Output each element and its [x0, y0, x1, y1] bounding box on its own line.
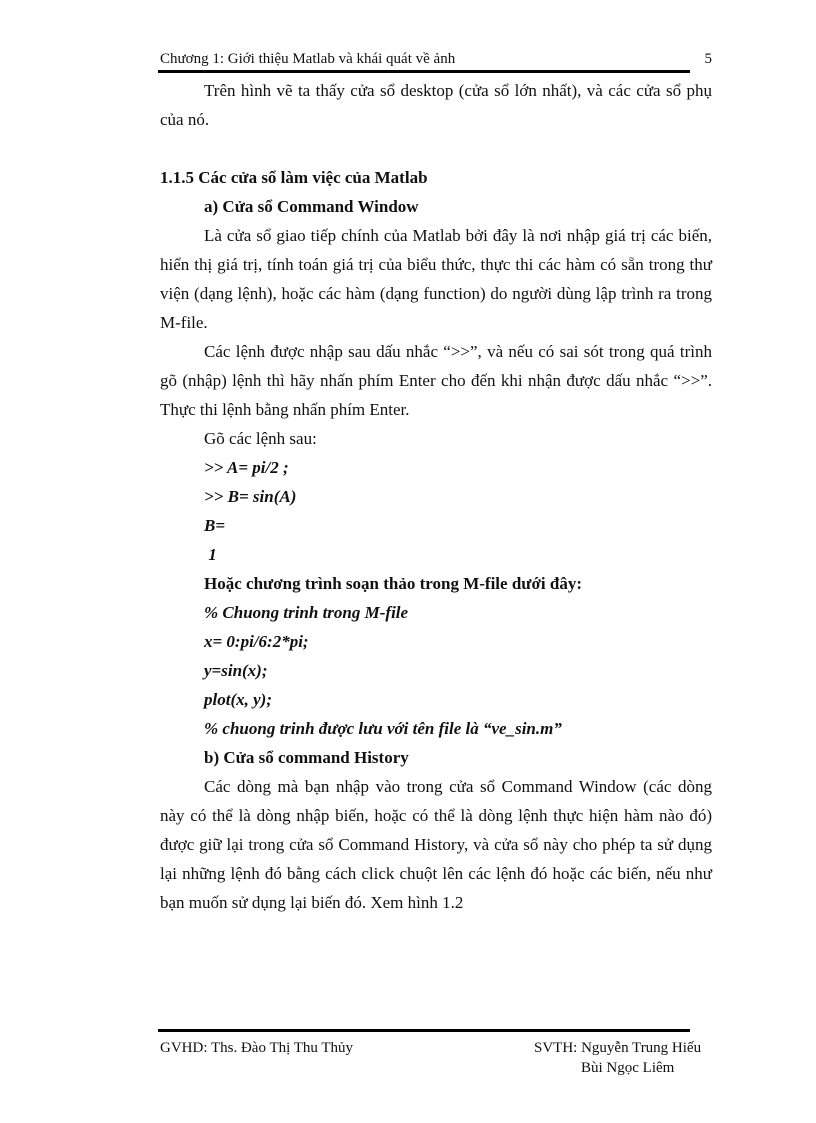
code-line: plot(x, y);: [204, 690, 272, 709]
code-line: y=sin(x);: [204, 661, 268, 680]
header-divider: [158, 70, 690, 73]
intro-paragraph: Trên hình vẽ ta thấy cửa sổ desktop (cửa sổ lớn nhất), và các cửa sổ phụ của nó.: [160, 81, 712, 129]
subsection-b-heading: b) Cửa sổ command History: [204, 748, 409, 767]
page-body: [160, 76, 712, 917]
page-number: 5: [704, 51, 712, 67]
student-name-1: SVTH: Nguyễn Trung Hiếu: [534, 1040, 702, 1056]
code-line: % chuong trinh được lưu với tên file là “ve_sin.m”: [204, 719, 562, 738]
code-line: >> B= sin(A): [204, 487, 297, 506]
code-line: x= 0:pi/6:2*pi;: [204, 632, 309, 651]
paragraph-a2: Các lệnh được nhập sau dấu nhắc “>>”, và nếu có sai sót trong quá trình gõ (nhập) lệnh thì hãy nhấn phím Enter cho đến khi nhận được dấu nhắc “>>”. Thực thi lệnh bằng nhấn phím Enter.: [160, 342, 712, 419]
student-name-2: Bùi Ngọc Liêm: [581, 1060, 675, 1076]
subsection-a-heading: a) Cửa sổ Command Window: [204, 197, 419, 216]
chapter-title: Chương 1: Giới thiệu Matlab và khái quát về ảnh: [160, 51, 456, 67]
spacer: [160, 134, 712, 163]
paragraph-b: Các dòng mà bạn nhập vào trong cửa sổ Command Window (các dòng này có thể là dòng nhập biến, hoặc có thể là dòng lệnh thực hiện hàm nào đó) được giữ lại trong cửa sổ Command History, và cửa sổ này cho phép ta sử dụng lại những lệnh đó bằng cách click chuột lên các lệnh đó hoặc các biến, nếu như bạn muốn sử dụng lại biến đó. Xem hình 1.2: [160, 777, 712, 912]
code-line: % Chuong trinh trong M-file: [204, 603, 409, 622]
code-line: B=: [204, 516, 226, 535]
mfile-intro: Hoặc chương trình soạn thảo trong M-file dưới đây:: [204, 574, 582, 593]
footer-instructor: GVHD: Ths. Đào Thị Thu Thủy: [160, 1040, 354, 1056]
section-heading: 1.1.5 Các cửa sổ làm việc của Matlab: [160, 168, 428, 187]
code-line: >> A= pi/2 ;: [204, 458, 289, 477]
type-commands-label: Gõ các lệnh sau:: [204, 429, 317, 448]
code-line: 1: [204, 545, 217, 564]
paragraph-a1: Là cửa sổ giao tiếp chính của Matlab bởi đây là nơi nhập giá trị các biến, hiển thị giá trị, tính toán giá trị của biểu thức, thực thi các hàm có sẵn trong thư viện (dạng lệnh), hoặc các hàm (dạng function) do người dùng lập trình ra trong M-file.: [160, 226, 712, 332]
footer-divider: [158, 1029, 690, 1032]
page-header: [160, 51, 712, 69]
footer-students: [534, 1038, 701, 1078]
